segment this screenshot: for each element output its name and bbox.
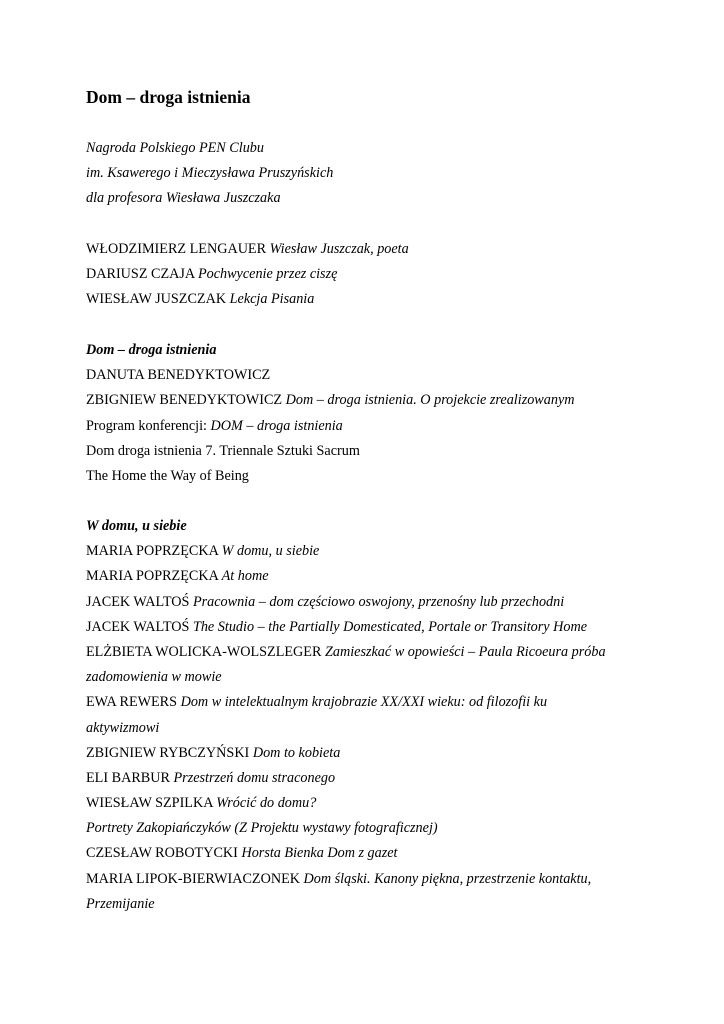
entry-work: Dom śląski. Kanony piękna, przestrzenie kontaktu, [303, 870, 592, 887]
entry-work: Zamieszkać w opowieści – Paula Ricoeura próba [324, 643, 606, 660]
entry-author: JACEK WALTOŚ [86, 593, 190, 610]
entry-line [86, 816, 606, 841]
section-2 [86, 338, 575, 489]
entry-line [86, 867, 606, 892]
entry-line [86, 640, 606, 665]
entry-work: Lekcja Pisania [229, 291, 315, 308]
entry-work: zadomowienia w mowie [86, 669, 222, 686]
entry-work: The Studio – the Partially Domesticated, Portale or Transitory Home [192, 618, 588, 635]
section-3 [86, 514, 606, 917]
entry-work: Pochwycenie przez ciszę [197, 266, 338, 283]
entry-author: ELI BARBUR [86, 769, 170, 786]
entry-line [86, 615, 606, 640]
entry-author: MARIA POPRZĘCKA [86, 568, 219, 585]
award-text: dla profesora Wiesława Juszczaka [86, 190, 281, 207]
entry-work: Przestrzeń domu straconego [173, 769, 336, 786]
entry-line [86, 766, 606, 791]
entry-author: ELŻBIETA WOLICKA-WOLSZLEGER [86, 643, 322, 660]
entry-work: Dom to kobieta [252, 744, 341, 761]
entry-line: DANUTA BENEDYKTOWICZ [86, 367, 271, 384]
entry-line [86, 741, 606, 766]
entry-line: Dom droga istnienia 7. Triennale Sztuki Sacrum [86, 442, 360, 459]
section-heading: Dom – droga istnienia [86, 342, 217, 358]
entry-line [86, 892, 606, 917]
entry-plain-text: Program konferencji: [86, 417, 207, 434]
entry-work: Pracownia – dom częściowo oswojony, przenośny lub przechodni [192, 593, 565, 610]
entry-work: Przemijanie [86, 895, 155, 912]
award-line [86, 161, 333, 186]
entry-work: W domu, u siebie [221, 543, 320, 560]
entry-line [86, 262, 409, 287]
entry-line [86, 237, 409, 262]
entry-author: MARIA LIPOK-BIERWIACZONEK [86, 870, 300, 887]
section-heading: W domu, u siebie [86, 518, 187, 534]
entry-work: Portrety Zakopiańczyków (Z Projektu wystawy fotograficznej) [86, 820, 438, 837]
entry-author: ZBIGNIEW RYBCZYŃSKI [86, 744, 250, 761]
entry-line [86, 564, 606, 589]
entry-work: Horsta Bienka Dom z gazet [241, 845, 398, 862]
award-text: im. Ksawerego i Mieczysława Pruszyńskich [86, 165, 334, 182]
entry-list [86, 539, 606, 917]
entry-line [86, 539, 606, 564]
section-1 [86, 237, 409, 313]
entry-line [86, 841, 606, 866]
entry-line [86, 791, 606, 816]
award-line [86, 186, 333, 211]
entry-line [86, 287, 409, 312]
entry-work: Wrócić do domu? [216, 795, 317, 812]
entry-line [86, 414, 575, 439]
award-line [86, 136, 333, 161]
entry-line [86, 716, 606, 741]
entry-line [86, 590, 606, 615]
page-title: Dom – droga istnienia [86, 87, 251, 107]
entry-author: ZBIGNIEW BENEDYKTOWICZ [86, 392, 283, 409]
entry-author: DARIUSZ CZAJA [86, 266, 195, 283]
entry-author: CZESŁAW ROBOTYCKI [86, 845, 238, 862]
entry-author: WIESŁAW JUSZCZAK [86, 291, 227, 308]
entry-line [86, 388, 575, 413]
entry-author: JACEK WALTOŚ [86, 618, 190, 635]
entry-author: WŁODZIMIERZ LENGAUER [86, 241, 267, 257]
entry-author: EWA REWERS [86, 694, 178, 711]
award-block [86, 136, 333, 212]
entry-work: Dom – droga istnienia. O projekcie zrealizowanym [285, 392, 575, 409]
entry-line: The Home the Way of Being [86, 467, 249, 484]
entry-line [86, 665, 606, 690]
entry-work: Dom w intelektualnym krajobrazie XX/XXI wieku: od filozofii ku [180, 694, 548, 711]
entry-line [86, 690, 606, 715]
entry-work: aktywizmowi [86, 719, 160, 736]
entry-work: DOM – droga istnienia [210, 417, 343, 434]
entry-author: MARIA POPRZĘCKA [86, 543, 219, 560]
award-text: Nagroda Polskiego PEN Clubu [86, 140, 264, 156]
entry-author: WIESŁAW SZPILKA [86, 795, 213, 812]
entry-work: Wiesław Juszczak, poeta [269, 241, 409, 257]
entry-work: At home [221, 568, 269, 585]
